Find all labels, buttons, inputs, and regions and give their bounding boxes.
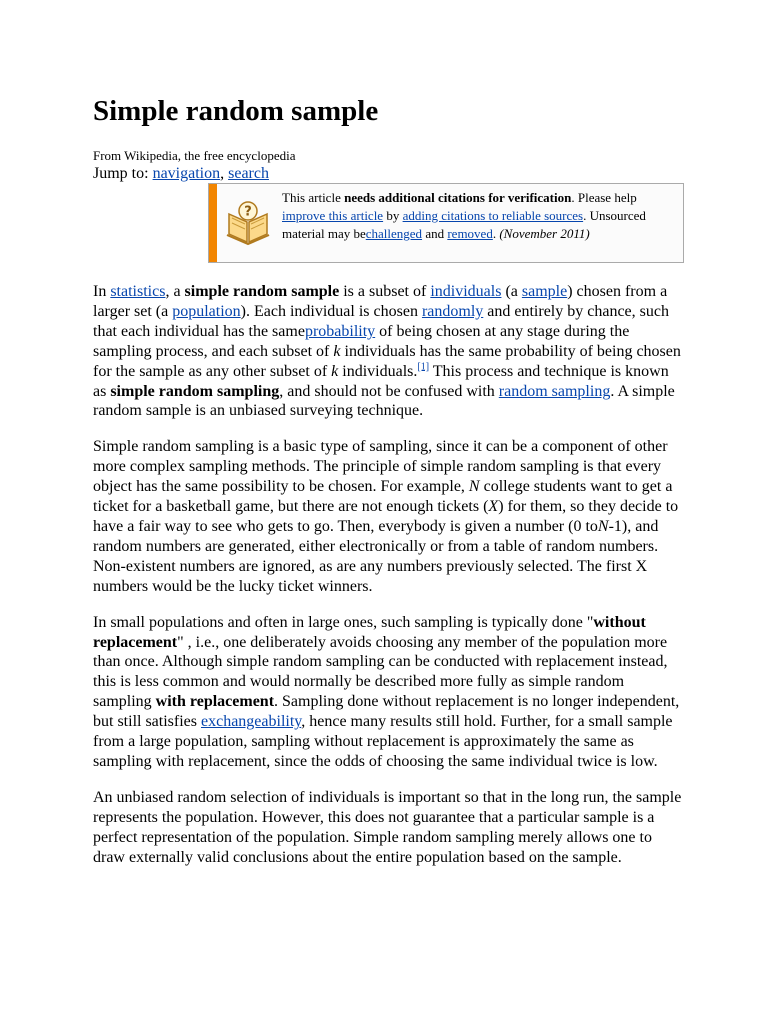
statistics-link[interactable]: statistics: [110, 283, 166, 300]
p3-bold: without replacement: [93, 613, 646, 651]
notice-text-2: . Please help: [571, 190, 637, 205]
notice-date: (November 2011): [499, 226, 590, 241]
notice-text-3: by: [383, 208, 403, 223]
notice-text-1: This article: [282, 190, 345, 205]
notice-emphasis: needs additional citations for verification: [344, 190, 572, 205]
notice-text: [282, 189, 677, 243]
notice-text-5: and: [422, 226, 448, 241]
sample-link[interactable]: sample: [521, 283, 568, 300]
p3-text: , hence many results still hold. Further, for a small sample from a large population, sampling without replacement is approximately the same as sampling with replacement, since the odds of choosing the same individual twice is low.: [93, 713, 673, 770]
p1-text: In: [93, 283, 111, 300]
exchangeability-link[interactable]: exchangeability: [201, 713, 302, 731]
p2-text: Simple random sampling is a basic type of sampling, since it can be a component of other more complex sampling methods. The principle of simple random sampling is that every object has the same possibility to be chosen. For example,: [93, 438, 668, 496]
search-link[interactable]: search: [228, 165, 269, 182]
notice-text-6: .: [492, 226, 500, 241]
p1-italic-k: k: [331, 362, 339, 380]
population-link[interactable]: population: [172, 302, 241, 320]
p1-italic-k: k: [333, 342, 341, 360]
p1-text: of being chosen at any stage during the sampling process, and each subset of: [93, 322, 630, 360]
p1-text: individuals has the same probability of being chosen for the sample as any other subset of: [93, 342, 681, 380]
p2-italic: N: [468, 478, 480, 496]
p3-text: " , i.e., one deliberately avoids choosing any member of the population more than once. Although simple random sampling can be conducted with replacement instead, this is less common and would normally be described more fully as simple random sampling: [93, 633, 668, 711]
notice-text-4: . Unsourced material may be: [282, 208, 646, 241]
p2-text: college students want to get a ticket for a basketball game, but there are not enough tickets (: [93, 478, 673, 516]
random-sampling-link[interactable]: random sampling: [498, 382, 611, 400]
probability-link[interactable]: probability: [304, 322, 376, 340]
individuals-link[interactable]: individuals: [430, 283, 502, 300]
p1-text: , and should not be confused with: [279, 382, 499, 400]
removed-link[interactable]: removed: [447, 226, 493, 241]
improve-article-link[interactable]: improve this article: [282, 208, 384, 223]
p3-text: . Sampling done without replacement is no longer independent, but still satisfies: [93, 693, 680, 731]
p1-text: ). Each individual is chosen: [240, 302, 422, 320]
p1-text: individuals.: [338, 362, 418, 380]
site-subtitle: From Wikipedia, the free encyclopedia: [93, 148, 296, 163]
p2-italic: X: [488, 498, 499, 516]
p1-text: ) chosen from a larger set (a: [93, 283, 668, 320]
p3-bold: with replacement: [155, 693, 275, 711]
p2-text: -1), and random numbers are generated, either electronically or from a table of random numbers. Non-existent numbers are ignored, as are any numbers previously selected. The first X numbers would be the lucky ticket winners.: [93, 517, 659, 595]
p1-text: This process and technique is known as: [93, 362, 669, 400]
challenged-link[interactable]: challenged: [365, 226, 423, 241]
reference-1-link[interactable]: [1]: [417, 361, 430, 373]
p2-italic: N: [597, 517, 609, 535]
p3-text: In small populations and often in large ones, such sampling is typically done ": [93, 613, 594, 631]
p1-bold: simple random sampling: [110, 382, 280, 400]
article-body: [93, 282, 683, 883]
p4-text: An unbiased random selection of individuals is important so that in the long run, the sample represents the population. However, this does not guarantee that a particular sample is a perfect representation of the population. Simple random sampling merely allows one to draw externally valid conclusions about the entire population based on the sample.: [93, 788, 682, 866]
p1-text: , a: [165, 283, 185, 300]
jump-to-label: Jump to:: [93, 165, 153, 182]
paragraph-3: [93, 613, 683, 772]
page-title: Simple random sample: [93, 95, 379, 127]
randomly-link[interactable]: randomly: [421, 302, 484, 320]
jump-separator: ,: [220, 165, 229, 182]
p1-text: (a: [501, 283, 522, 300]
p1-text: and entirely by chance, such that each individual has the same: [93, 302, 669, 340]
p2-text: ) for them, so they decide to have a fair way to see who gets to go. Then, everybody is given a number (0 to: [93, 498, 679, 535]
navigation-link[interactable]: navigation: [152, 165, 221, 182]
notice-accent-stripe: [209, 184, 217, 262]
book-question-icon: [225, 200, 271, 246]
svg-text:?: ?: [244, 204, 252, 220]
add-citations-link[interactable]: adding citations to reliable sources: [402, 208, 584, 223]
citation-notice: [208, 183, 684, 263]
jump-to-bar: [93, 164, 269, 183]
paragraph-1: [93, 282, 683, 421]
paragraph-4: [93, 788, 683, 868]
p1-bold: simple random sample: [184, 283, 340, 300]
paragraph-2: [93, 437, 683, 596]
p1-text: . A simple random sample is an unbiased surveying technique.: [93, 382, 675, 420]
p1-text: is a subset of: [339, 283, 431, 300]
